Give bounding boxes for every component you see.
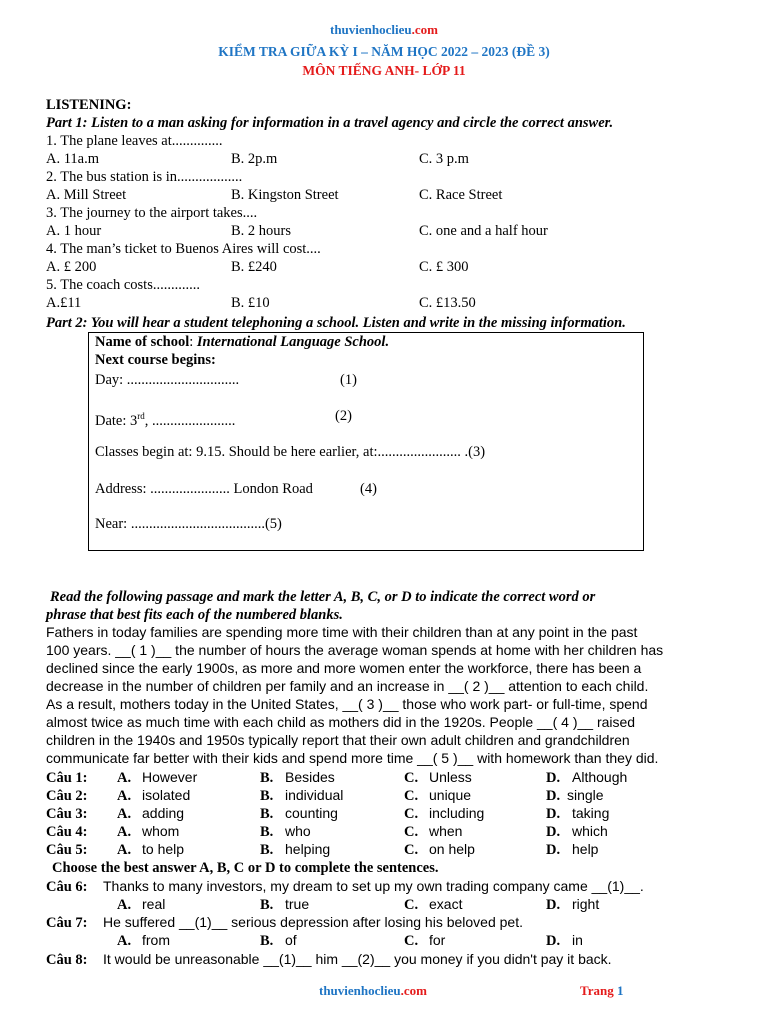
school-label: Name of school	[95, 334, 190, 350]
option-letter: C.	[404, 806, 419, 822]
option-letter: D.	[546, 788, 561, 804]
option-c: C. 3 p.m	[419, 151, 469, 167]
part2-instruction: Part 2: You will hear a student telephoning a school. Listen and write in the missing information.	[46, 315, 626, 331]
option-d[interactable]: single	[567, 787, 604, 803]
option-letter: B.	[260, 770, 274, 786]
option-b[interactable]: helping	[285, 841, 331, 857]
option-a: A.£11	[46, 295, 82, 311]
header-site-name	[0, 22, 768, 38]
option-d[interactable]: which	[572, 823, 608, 839]
option-letter: B.	[260, 897, 274, 913]
option-c[interactable]: for	[429, 932, 446, 948]
option-a: A. 1 hour	[46, 223, 102, 239]
question-label: Câu 3:	[46, 806, 88, 822]
page-number-value: 1	[616, 983, 624, 998]
option-c[interactable]: when	[429, 823, 463, 839]
blank-number: (2)	[335, 408, 352, 424]
passage-line: declined since the early 1900s, as more and more women enter the workforce, there has been a	[46, 660, 642, 676]
footer-site-suffix: .com	[400, 983, 427, 998]
grammar-instruction: Choose the best answer A, B, C or D to complete the sentences.	[52, 860, 439, 876]
option-a[interactable]: isolated	[142, 787, 191, 803]
next-course-label: Next course begins:	[95, 352, 216, 368]
part1-instruction: Part 1: Listen to a man asking for information in a travel agency and circle the correct answer.	[46, 115, 614, 131]
classes-field[interactable]: Classes begin at: 9.15. Should be here earlier, at:....................... .(3)	[95, 444, 486, 460]
option-a: A. £ 200	[46, 259, 97, 275]
page-title: KIỂM TRA GIỮA KỲ I – NĂM HỌC 2022 – 2023 (ĐỀ 3)	[218, 44, 550, 59]
option-letter: A.	[117, 824, 132, 840]
option-letter: A.	[117, 933, 132, 949]
question-text: 5. The coach costs.............	[46, 277, 200, 293]
option-letter: B.	[260, 806, 274, 822]
option-letter: A.	[117, 806, 132, 822]
option-letter: C.	[404, 824, 419, 840]
question-label: Câu 6:	[46, 879, 88, 895]
option-letter: B.	[260, 824, 274, 840]
option-a: A. 11a.m	[46, 151, 100, 167]
option-letter: C.	[404, 842, 419, 858]
option-letter: A.	[117, 897, 132, 913]
question-label: Câu 4:	[46, 824, 88, 840]
option-b[interactable]: individual	[285, 787, 344, 803]
footer-site: thuvienhoclieu	[319, 983, 401, 998]
option-c: C. £13.50	[419, 295, 476, 311]
date-suffix: rd	[137, 411, 145, 421]
passage-line: children in the 1940s and 1950s typically report that their own adult children and grandchildren	[46, 732, 630, 748]
option-letter: C.	[404, 788, 419, 804]
blank-number: (1)	[340, 372, 357, 388]
option-letter: D.	[546, 770, 561, 786]
reading-instruction: Read the following passage and mark the letter A, B, C, or D to indicate the correct word or	[50, 589, 596, 605]
option-d[interactable]: help	[572, 841, 599, 857]
option-letter: A.	[117, 788, 132, 804]
option-letter: B.	[260, 788, 274, 804]
option-c[interactable]: on help	[429, 841, 475, 857]
option-d[interactable]: taking	[572, 805, 610, 821]
option-c[interactable]: unique	[429, 787, 472, 803]
option-b[interactable]: who	[285, 823, 311, 839]
option-letter: C.	[404, 897, 419, 913]
reading-instruction-cont: phrase that best fits each of the numbered blanks.	[46, 607, 343, 623]
option-d[interactable]: right	[572, 896, 600, 912]
option-letter: A.	[117, 842, 132, 858]
date-prefix: Date: 3	[95, 412, 138, 429]
near-field[interactable]: Near: .....................................(5)	[95, 516, 282, 532]
option-a[interactable]: to help	[142, 841, 185, 857]
option-b: B. 2p.m	[231, 151, 278, 167]
option-a[interactable]: real	[142, 896, 166, 912]
option-c: C. £ 300	[419, 259, 469, 275]
question-text: 3. The journey to the airport takes....	[46, 205, 258, 221]
option-c[interactable]: Unless	[429, 769, 472, 785]
question-label: Câu 2:	[46, 788, 88, 804]
question-label: Câu 7:	[46, 915, 88, 931]
option-b: B. Kingston Street	[231, 187, 339, 203]
option-b: B. £10	[231, 295, 270, 311]
option-letter: C.	[404, 933, 419, 949]
option-letter: A.	[117, 770, 132, 786]
school-name: International Language School.	[196, 334, 390, 350]
passage-line: communicate far better with their kids and spend more time __( 5 )__ with homework than they did.	[46, 750, 659, 766]
site-name: thuvienhoclieu	[330, 22, 412, 37]
option-b: B. 2 hours	[231, 223, 292, 239]
question-text: 1. The plane leaves at..............	[46, 133, 223, 149]
option-c[interactable]: including	[429, 805, 485, 821]
option-a[interactable]: adding	[142, 805, 185, 821]
option-c: C. one and a half hour	[419, 223, 548, 239]
question-text: It would be unreasonable __(1)__ him __(2)__ you money if you didn't pay it back.	[103, 951, 612, 967]
listening-heading: LISTENING:	[46, 97, 132, 113]
passage-line: As a result, mothers today in the United States, __( 3 )__ those who work part- or full-time, spend	[46, 696, 648, 712]
question-label: Câu 1:	[46, 770, 88, 786]
date-field[interactable]	[95, 407, 235, 430]
page-number	[580, 983, 623, 999]
option-a[interactable]: However	[142, 769, 198, 785]
school-name-row: Name of school: International Language School.	[95, 334, 390, 350]
question-text: 2. The bus station is in..................	[46, 169, 243, 185]
site-suffix: .com	[411, 22, 438, 37]
option-letter: D.	[546, 824, 561, 840]
passage-line: decrease in the number of children per family and an increase in __( 2 )__ attention to each child.	[46, 678, 649, 694]
question-text: He suffered __(1)__ serious depression after losing his beloved pet.	[103, 914, 523, 930]
option-a: A. Mill Street	[46, 187, 127, 203]
page-subtitle: MÔN TIẾNG ANH- LỚP 11	[302, 63, 466, 78]
option-c: C. Race Street	[419, 187, 503, 203]
option-letter: D.	[546, 897, 561, 913]
option-letter: D.	[546, 842, 561, 858]
option-letter: D.	[546, 806, 561, 822]
option-letter: D.	[546, 933, 561, 949]
address-field[interactable]: Address: ...................... London Road	[95, 481, 313, 497]
option-b[interactable]: true	[285, 896, 310, 912]
passage-line: almost twice as much time with each child as mothers did in the 1920s. People __( 4 )__ raised	[46, 714, 636, 730]
option-a[interactable]: whom	[142, 823, 180, 839]
option-c[interactable]: exact	[429, 896, 463, 912]
option-letter: B.	[260, 842, 274, 858]
question-label: Câu 8:	[46, 952, 88, 968]
day-field[interactable]: Day: ...............................	[95, 372, 240, 388]
option-letter: C.	[404, 770, 419, 786]
passage-line: Fathers in today families are spending more time with their children than at any point in the past	[46, 624, 638, 640]
question-label: Câu 5:	[46, 842, 88, 858]
option-d[interactable]: in	[572, 932, 583, 948]
question-text: Thanks to many investors, my dream to set up my own trading company came __(1)__.	[103, 878, 644, 894]
option-d[interactable]: Although	[572, 769, 628, 785]
passage-line: 100 years. __( 1 )__ the number of hours the average woman spends at home with her children has	[46, 642, 664, 658]
blank-number: (4)	[360, 481, 377, 497]
page-label: Trang	[580, 983, 614, 998]
option-b[interactable]: of	[285, 932, 297, 948]
option-b[interactable]: counting	[285, 805, 338, 821]
question-text: 4. The man’s ticket to Buenos Aires will cost....	[46, 241, 321, 257]
footer-site-name	[319, 983, 427, 999]
option-a[interactable]: from	[142, 932, 170, 948]
option-b: B. £240	[231, 259, 277, 275]
date-blank: , .......................	[144, 412, 236, 429]
option-b[interactable]: Besides	[285, 769, 335, 785]
option-letter: B.	[260, 933, 274, 949]
